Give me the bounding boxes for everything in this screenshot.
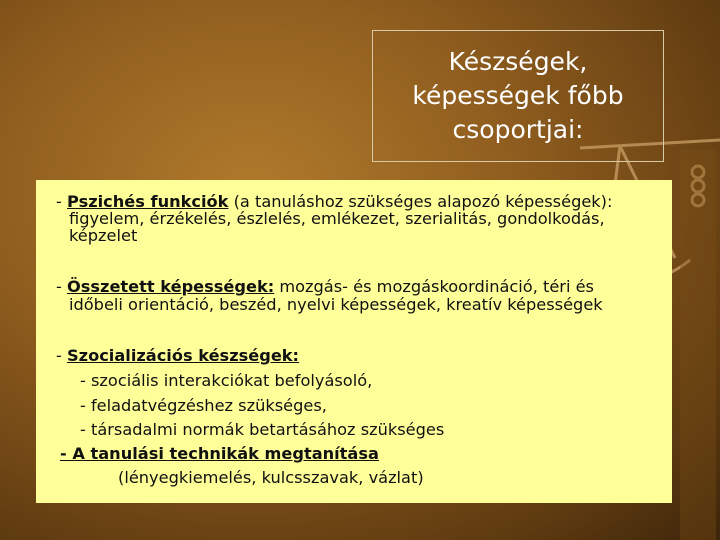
- content-panel: [36, 180, 672, 503]
- item-text-line: figyelem, érzékelés, észlelés, emlékezet, szerialitás, gondolkodás,: [69, 209, 605, 228]
- item-socialization-skills: [56, 348, 299, 364]
- item-dash: -: [56, 192, 67, 211]
- item-detail: (lényegkiemelés, kulcsszavak, vázlat): [118, 468, 424, 487]
- item-dash: -: [56, 277, 67, 296]
- title-line-3: csoportjai:: [452, 115, 584, 144]
- title-line-1: Készségek,: [448, 47, 588, 76]
- item-complex-abilities: [56, 279, 594, 295]
- item-text-line: időbeli orientáció, beszéd, nyelvi képességek, kreatív képességek: [69, 295, 603, 314]
- sub-item: - szociális interakciókat befolyásoló,: [80, 371, 373, 390]
- item-heading: Pszichés funkciók: [67, 192, 229, 211]
- item-heading: Összetett képességek:: [67, 277, 275, 296]
- item-dash: -: [56, 346, 67, 365]
- item-text: mozgás- és mozgáskoordináció, téri és: [274, 277, 594, 296]
- item-text-line: képzelet: [69, 226, 138, 245]
- item-heading: Szocializációs készségek:: [67, 346, 300, 365]
- title-box: [372, 30, 664, 162]
- title-line-2: képességek főbb: [412, 81, 624, 110]
- item-learning-techniques: - A tanulási technikák megtanítása: [60, 444, 379, 463]
- item-text: (a tanuláshoz szükséges alapozó képességek):: [228, 192, 613, 211]
- sub-item: - feladatvégzéshez szükséges,: [80, 396, 327, 415]
- sub-item: - társadalmi normák betartásához szükséges: [80, 420, 445, 439]
- item-psychic-functions: [56, 194, 612, 210]
